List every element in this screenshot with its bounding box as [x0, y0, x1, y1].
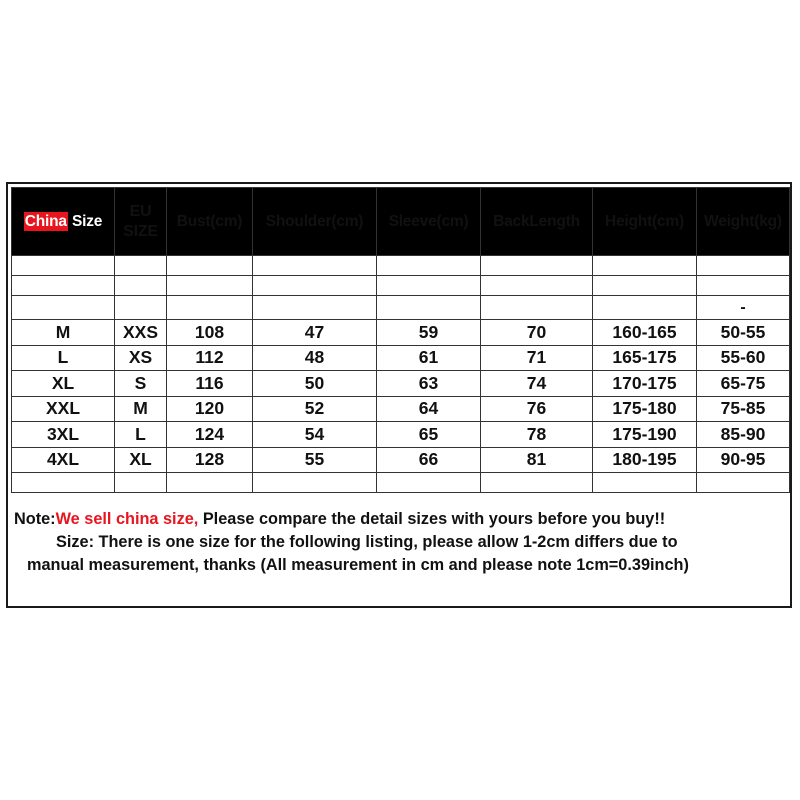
cell-height: 170-175	[593, 371, 697, 397]
table-cell	[481, 296, 593, 320]
cell-shoulder: 48	[253, 345, 377, 371]
cell-eu-size: S	[115, 371, 167, 397]
cell-bust: 112	[167, 345, 253, 371]
cell-height: 175-180	[593, 396, 697, 422]
cell-sleeve: 59	[377, 320, 481, 346]
table-row	[12, 447, 790, 473]
cell-shoulder: 54	[253, 422, 377, 448]
eu-label-line1: EU	[129, 202, 152, 220]
china-label: China	[24, 212, 67, 230]
table-cell	[12, 276, 115, 296]
note-prefix: Note:	[14, 510, 56, 528]
note-line-2: Size: There is one size for the following listing, please allow 1-2cm differs due to	[56, 533, 678, 551]
cell-height: 175-190	[593, 422, 697, 448]
blank-row	[12, 276, 790, 296]
table-cell	[12, 296, 115, 320]
note-rest: Please compare the detail sizes with yours before you buy!!	[198, 510, 666, 528]
header-china-size	[12, 188, 115, 256]
table-row	[12, 422, 790, 448]
cell-weight: 85-90	[697, 422, 790, 448]
table-cell	[593, 473, 697, 493]
size-rows	[12, 320, 790, 473]
eu-label-line2: SIZE	[123, 222, 158, 240]
cell-eu-size: XL	[115, 447, 167, 473]
header-row	[12, 188, 790, 256]
cell-weight: 90-95	[697, 447, 790, 473]
table-cell	[593, 296, 697, 320]
table-cell	[253, 256, 377, 276]
header-shoulder: Shoulder(cm)	[253, 188, 377, 256]
table-cell	[167, 256, 253, 276]
cell-eu-size: M	[115, 396, 167, 422]
cell-sleeve: 64	[377, 396, 481, 422]
cell-china-size: L	[12, 345, 115, 371]
table-row	[12, 371, 790, 397]
cell-height: 180-195	[593, 447, 697, 473]
table-cell	[253, 276, 377, 296]
cell-china-size: M	[12, 320, 115, 346]
header-weight: Weight(kg)	[697, 188, 790, 256]
table-row	[12, 320, 790, 346]
cell-shoulder: 55	[253, 447, 377, 473]
table-cell	[115, 256, 167, 276]
header-bust: Bust(cm)	[167, 188, 253, 256]
cell-china-size: 4XL	[12, 447, 115, 473]
table-cell	[481, 276, 593, 296]
size-table	[11, 187, 790, 493]
cell-bust: 108	[167, 320, 253, 346]
cell-sleeve: 66	[377, 447, 481, 473]
cell-eu-size: L	[115, 422, 167, 448]
table-cell	[167, 296, 253, 320]
header-sleeve: Sleeve(cm)	[377, 188, 481, 256]
cell-backlength: 71	[481, 345, 593, 371]
cell-backlength: 74	[481, 371, 593, 397]
header-backlength: BackLength	[481, 188, 593, 256]
cell-height: 165-175	[593, 345, 697, 371]
table-cell	[253, 296, 377, 320]
cell-backlength: 76	[481, 396, 593, 422]
size-note	[13, 508, 789, 577]
cell-bust: 120	[167, 396, 253, 422]
note-line-3: manual measurement, thanks (All measurement in cm and please note 1cm=0.39inch)	[27, 556, 689, 574]
blank-row	[12, 256, 790, 276]
cell-backlength: 81	[481, 447, 593, 473]
table-cell	[481, 256, 593, 276]
table-row	[12, 396, 790, 422]
cell-weight: 75-85	[697, 396, 790, 422]
table-cell	[377, 276, 481, 296]
cell-weight: 50-55	[697, 320, 790, 346]
cell-height: 160-165	[593, 320, 697, 346]
table-cell	[697, 256, 790, 276]
table-cell	[115, 276, 167, 296]
cell-china-size: 3XL	[12, 422, 115, 448]
note-highlight: We sell china size,	[55, 510, 199, 528]
table-cell	[115, 473, 167, 493]
cell-shoulder: 52	[253, 396, 377, 422]
cell-china-size: XXL	[12, 396, 115, 422]
table-cell	[167, 276, 253, 296]
table-cell	[167, 473, 253, 493]
table-cell	[253, 473, 377, 493]
cell-eu-size: XXS	[115, 320, 167, 346]
cell-backlength: 70	[481, 320, 593, 346]
table-cell	[377, 473, 481, 493]
header-height: Height(cm)	[593, 188, 697, 256]
cell-shoulder: 47	[253, 320, 377, 346]
table-cell	[377, 296, 481, 320]
table-cell	[697, 473, 790, 493]
cell-sleeve: 61	[377, 345, 481, 371]
table-cell	[593, 256, 697, 276]
dash-cell: -	[697, 296, 790, 320]
blank-row	[12, 473, 790, 493]
size-label: Size	[71, 212, 103, 230]
cell-china-size: XL	[12, 371, 115, 397]
cell-bust: 116	[167, 371, 253, 397]
blank-row	[12, 296, 790, 320]
cell-sleeve: 65	[377, 422, 481, 448]
cell-shoulder: 50	[253, 371, 377, 397]
cell-bust: 124	[167, 422, 253, 448]
table-cell	[593, 276, 697, 296]
table-cell	[12, 473, 115, 493]
header-eu-size	[115, 188, 167, 256]
table-row	[12, 345, 790, 371]
table-cell	[12, 256, 115, 276]
table-cell	[697, 276, 790, 296]
size-chart-frame	[6, 182, 792, 608]
table-cell	[481, 473, 593, 493]
cell-weight: 65-75	[697, 371, 790, 397]
table-cell	[377, 256, 481, 276]
cell-sleeve: 63	[377, 371, 481, 397]
cell-backlength: 78	[481, 422, 593, 448]
note-line-1	[13, 508, 789, 531]
cell-bust: 128	[167, 447, 253, 473]
cell-weight: 55-60	[697, 345, 790, 371]
table-cell	[115, 296, 167, 320]
cell-eu-size: XS	[115, 345, 167, 371]
